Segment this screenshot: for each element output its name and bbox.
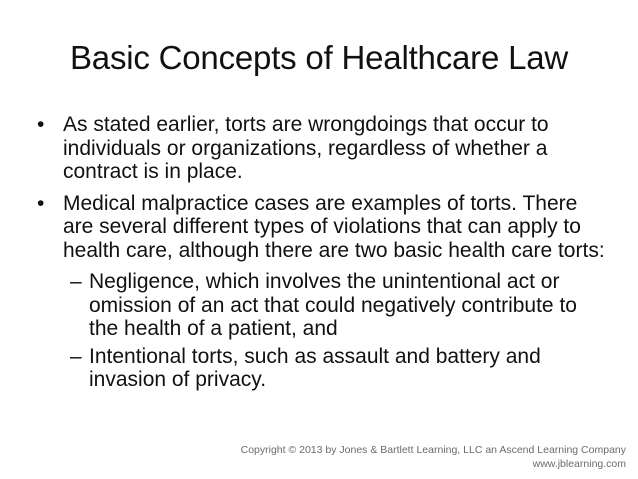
bullet-marker: • xyxy=(37,113,45,136)
sub-bullet-marker: – xyxy=(70,344,82,368)
website-text: www.jblearning.com xyxy=(532,458,626,470)
slide-title: Basic Concepts of Healthcare Law xyxy=(69,39,569,76)
bullet-item xyxy=(35,192,610,263)
bullet-item xyxy=(35,113,610,184)
bullet-text: Medical malpractice cases are examples of torts. There are several different types of violations that can apply to health care, although there are two basic health care torts: xyxy=(63,191,605,262)
slide-content xyxy=(35,113,610,396)
copyright-footer xyxy=(241,443,626,471)
sub-bullet-item xyxy=(35,270,610,341)
bullet-text: As stated earlier, torts are wrongdoings that occur to individuals or organizations, regardless of whether a contract is in place. xyxy=(63,113,549,183)
sub-bullet-text: Intentional torts, such as assault and battery and invasion of privacy. xyxy=(89,344,541,391)
bullet-marker: • xyxy=(37,191,45,215)
sub-bullet-marker: – xyxy=(70,270,82,293)
sub-bullet-item xyxy=(35,345,610,392)
copyright-text: Copyright © 2013 by Jones & Bartlett Learning, LLC an Ascend Learning Company xyxy=(240,444,626,456)
sub-bullet-text: Negligence, which involves the unintentional act or omission of an act that could negatively contribute to the health of a patient, and xyxy=(89,270,577,340)
